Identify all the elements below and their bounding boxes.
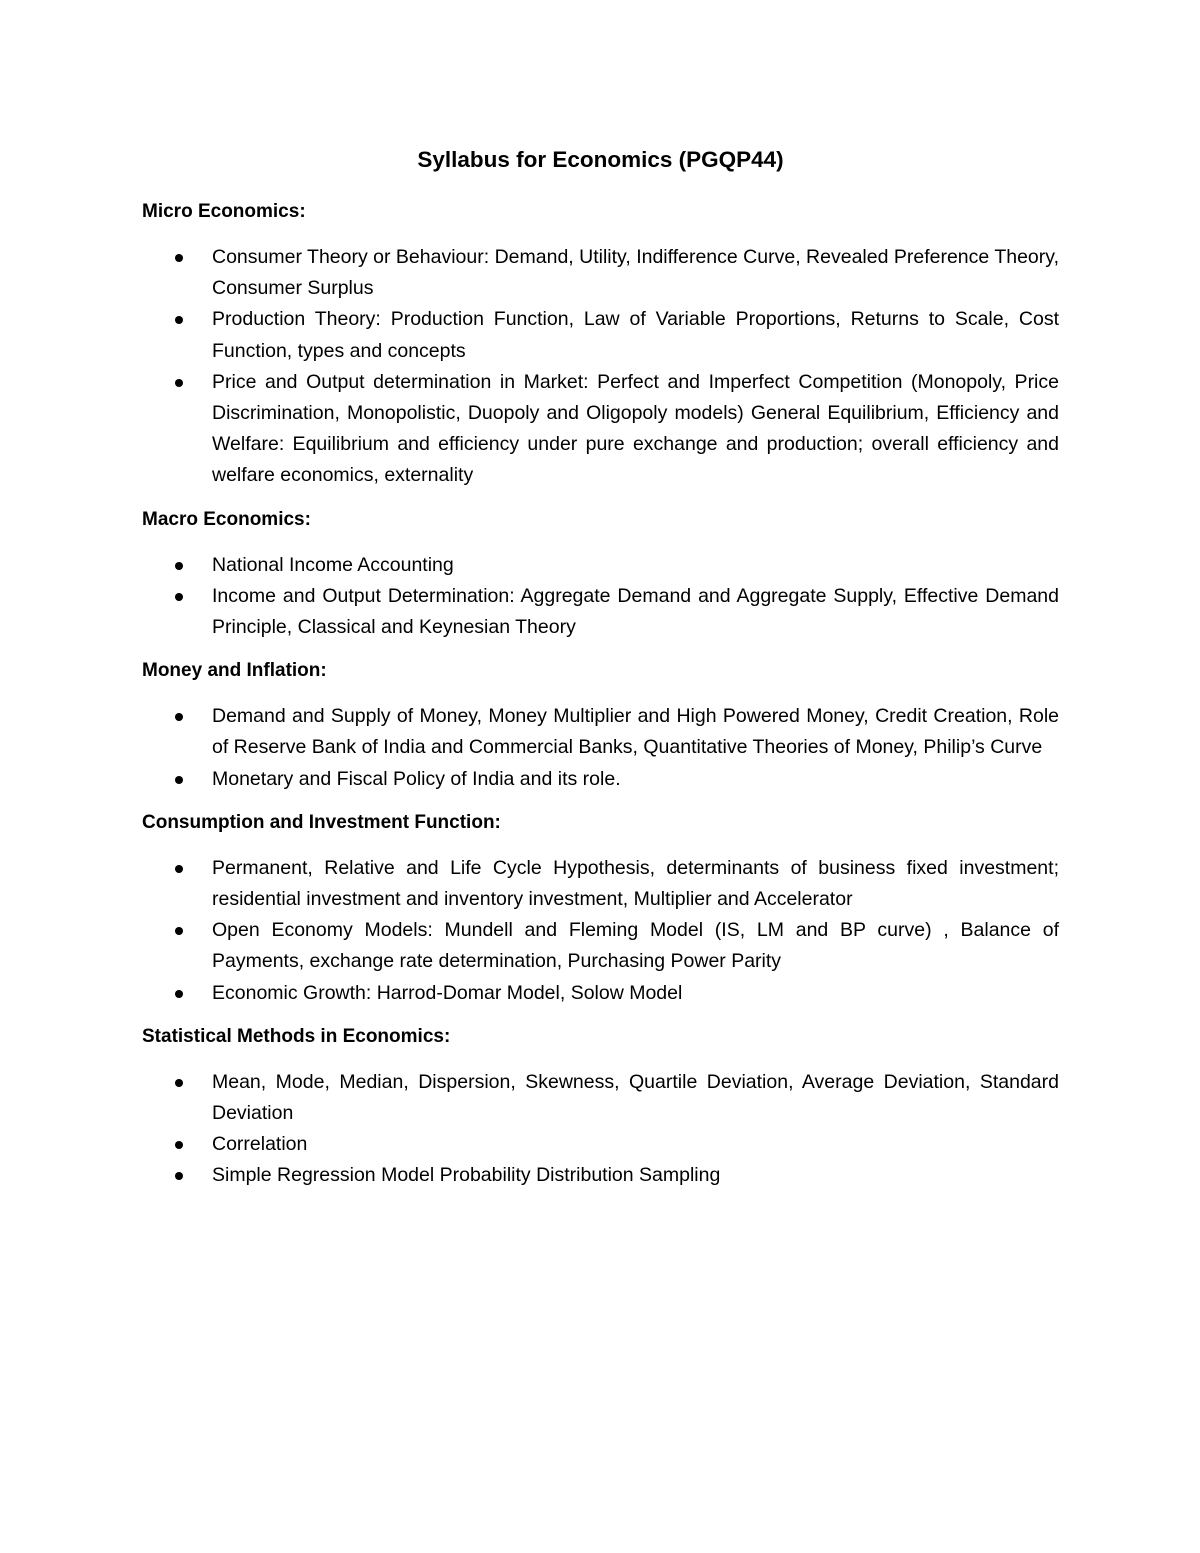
list-item: [142, 581, 1059, 643]
list-item-text: Price and Output determination in Market: Perfect and Imperfect Competition (Monopoly, Price Discrimination, Monopolistic, Duopoly and Oligopoly models) General Equilibrium, Efficiency and Welfare: Equilibrium and efficiency under pure exchange and production; overall efficiency and welfare economics, externality: [212, 370, 1059, 487]
bullet-icon: [175, 1172, 183, 1180]
bullet-icon: [175, 593, 183, 601]
list-item: [142, 242, 1059, 304]
bullet-icon: [175, 316, 183, 324]
list-item-text: Correlation: [212, 1133, 308, 1156]
list-item: [142, 550, 1059, 581]
list-item-text: Income and Output Determination: Aggregate Demand and Aggregate Supply, Effective Demand Principle, Classical and Keynesian Theory: [212, 584, 1059, 639]
section-heading-statistical-methods: Statistical Methods in Economics:: [142, 1025, 451, 1047]
list-item-text: Open Economy Models: Mundell and Fleming Model (IS, LM and BP curve) , Balance of Payments, exchange rate determination, Purchasing Power Parity: [212, 919, 1059, 973]
list-item-text: National Income Accounting: [212, 553, 454, 576]
section-heading-macro-economics: Macro Economics:: [142, 508, 311, 530]
bullet-icon: [175, 927, 183, 935]
list-item-text: Economic Growth: Harrod-Domar Model, Solow Model: [212, 981, 683, 1004]
list-item-text: Permanent, Relative and Life Cycle Hypothesis, determinants of business fixed investment; residential investment and inventory investment, Multiplier and Accelerator: [212, 856, 1059, 911]
list-item-text: Mean, Mode, Median, Dispersion, Skewness, Quartile Deviation, Average Deviation, Standard Deviation: [212, 1070, 1059, 1125]
list-item-text: Demand and Supply of Money, Money Multiplier and High Powered Money, Credit Creation, Role of Reserve Bank of India and Commercial Banks, Quantitative Theories of Money, Philip’s Curve: [212, 705, 1059, 759]
bullet-icon: [175, 713, 183, 721]
list-item: [142, 1067, 1059, 1129]
bullet-icon: [175, 562, 183, 570]
list-item: [142, 764, 1059, 795]
bullet-icon: [175, 1141, 183, 1149]
bullet-icon: [175, 865, 183, 873]
list-item: [142, 853, 1059, 915]
list-item: [142, 1129, 1059, 1160]
section-list-consumption-and-investment: [142, 853, 1059, 1009]
section-list-macro-economics: [142, 550, 1059, 644]
list-item-text: Monetary and Fiscal Policy of India and its role.: [212, 767, 621, 790]
list-item: [142, 701, 1059, 763]
section-list-micro-economics: [142, 242, 1059, 492]
section-heading-money-and-inflation: Money and Inflation:: [142, 660, 327, 682]
list-item: [142, 915, 1059, 977]
bullet-icon: [175, 379, 183, 387]
document-title: Syllabus for Economics (PGQP44): [417, 147, 784, 172]
list-item-text: Production Theory: Production Function, Law of Variable Proportions, Returns to Scale, Cost Function, types and concepts: [212, 308, 1059, 362]
list-item: [142, 367, 1059, 492]
list-item-text: Simple Regression Model Probability Distribution Sampling: [212, 1164, 721, 1187]
list-item-text: Consumer Theory or Behaviour: Demand, Utility, Indifference Curve, Revealed Preference Theory, Consumer Surplus: [212, 246, 1059, 300]
bullet-icon: [175, 776, 183, 784]
bullet-icon: [175, 1079, 183, 1087]
section-list-statistical-methods: [142, 1067, 1059, 1192]
section-heading-consumption-and-investment: Consumption and Investment Function:: [142, 811, 501, 833]
section-heading-micro-economics: Micro Economics:: [142, 201, 306, 222]
list-item: [142, 304, 1059, 366]
bullet-icon: [175, 254, 183, 262]
bullet-icon: [175, 990, 183, 998]
list-item: [142, 1160, 1059, 1191]
section-list-money-and-inflation: [142, 701, 1059, 795]
document-page: [142, 142, 1059, 1206]
list-item: [142, 978, 1059, 1009]
